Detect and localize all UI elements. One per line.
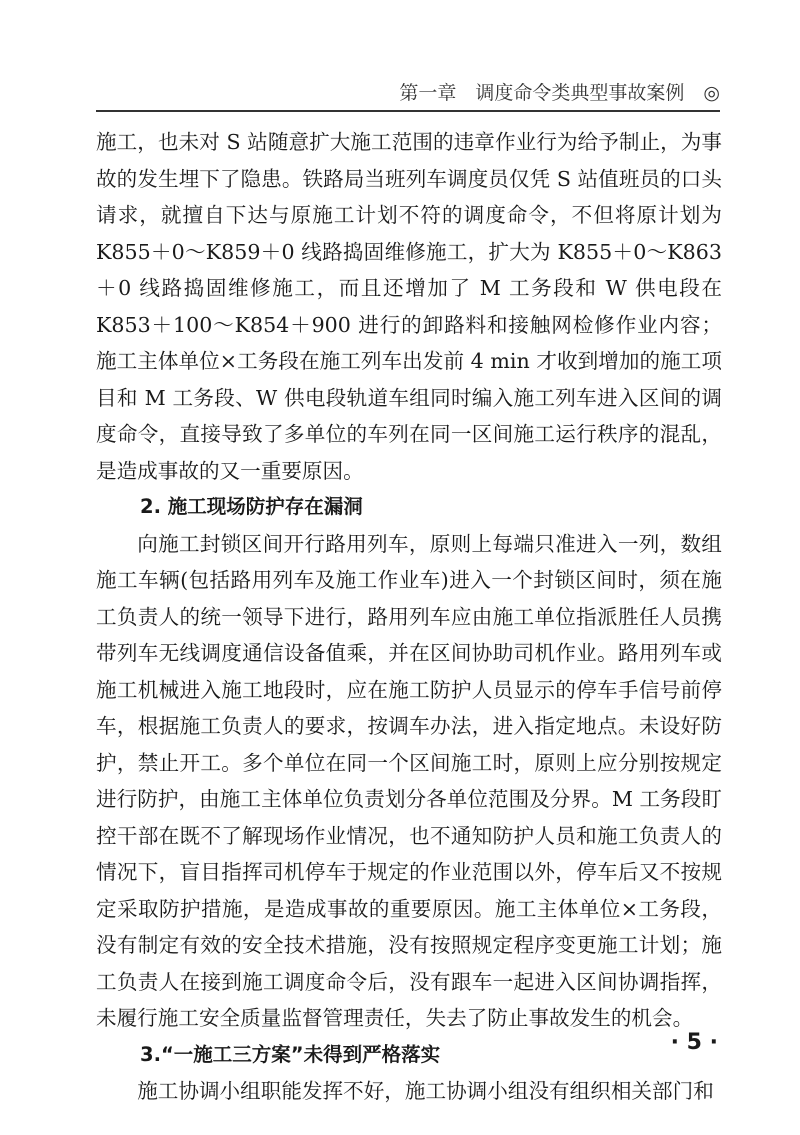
section-heading-2: 2. 施工现场防护存在漏洞: [140, 495, 363, 518]
chapter-title: 第一章 调度命令类典型事故案例 ◎: [399, 82, 720, 104]
paragraph-section-3: 施工协调小组职能发挥不好，施工协调小组没有组织相关部门和: [137, 1079, 714, 1103]
page-number: · 5 ·: [670, 1030, 718, 1055]
body-text: [96, 124, 722, 1110]
paragraph-section-2: 向施工封锁区间开行路用列车，原则上每端只准进入一列，数组施工车辆(包括路用列车及施工作业车)进入一个封锁区间时，须在施工负责人的统一领导下进行，路用列车应由施工单位指派胜任人员携带列车无线调度通信设备值乘，并在区间协助司机作业。路用列车或施工机械进入施工地段时，应在施工防护人员显示的停车手信号前停车，根据施工负责人的要求，按调车办法，进入指定地点。未设好防护，禁止开工。多个单位在同一个区间施工时，原则上应分别按规定进行防护，由施工主体单位负责划分各单位范围及分界。M 工务段盯控干部在既不了解现场作业情况，也不通知防护人员和施工负责人的情况下，盲目指挥司机停车于规定的作业范围以外，停车后又不按规定采取防护措施，是造成事故的重要原因。施工主体单位×工务段，没有制定有效的安全技术措施，没有按照规定程序变更施工计划；施工负责人在接到施工调度命令后，没有跟车一起进入区间协调指挥，未履行施工安全质量监督管理责任，失去了防止事故发生的机会。: [96, 531, 722, 1030]
running-header: [96, 78, 720, 112]
paragraph-continued: 施工，也未对 S 站随意扩大施工范围的违章作业行为给予制止，为事故的发生埋下了隐患。铁路局当班列车调度员仅凭 S 站值班员的口头请求，就擅自下达与原施工计划不符的调度命令，不但将原计划为 K855＋0～K859＋0 线路捣固维修施工，扩大为 K855＋0～K863＋0 线路捣固维修施工，而且还增加了 M 工务段和 W 供电段在 K853＋100～K854＋900 进行的卸路料和接触网检修作业内容；施工主体单位×工务段在施工列车出发前 4 min 才收到增加的施工项目和 M 工务段、W 供电段轨道车组同时编入施工列车进入区间的调度命令，直接导致了多单位的车列在同一区间施工运行秩序的混乱，是造成事故的又一重要原因。: [96, 130, 722, 483]
section-heading-3: 3.“一施工三方案”未得到严格落实: [140, 1042, 441, 1066]
